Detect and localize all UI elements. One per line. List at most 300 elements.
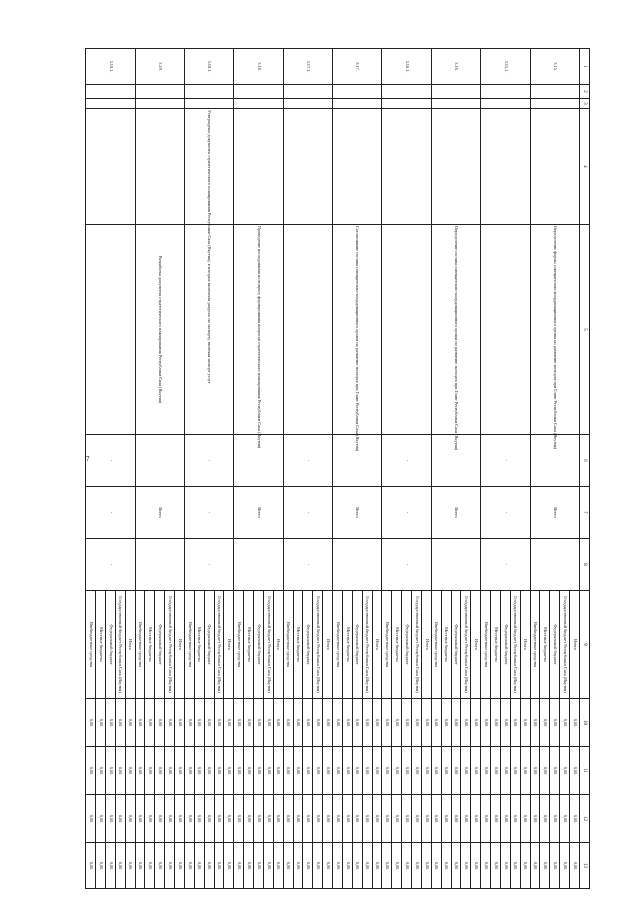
- amount-cell: 0,00: [550, 843, 560, 889]
- amount-cell: 0,00: [560, 795, 570, 843]
- amount-cell: 0,00: [105, 795, 115, 843]
- amount-cell: 0,00: [352, 747, 362, 795]
- amount-cell: 0,00: [165, 699, 175, 747]
- funding-source: Федеральный бюджет: [105, 591, 115, 699]
- amount-cell: 0,00: [244, 795, 254, 843]
- amount-cell: 0,00: [105, 699, 115, 747]
- amount-cell: 0,00: [461, 795, 471, 843]
- amount-cell: 0,00: [303, 843, 313, 889]
- funding-source: Внебюджетные средства: [481, 591, 491, 699]
- item-code: 3.19.: [135, 49, 184, 85]
- amount-cell: 0,00: [342, 795, 352, 843]
- item-col3: [283, 99, 332, 109]
- item-name: Проведение исследования по вопросу формирования вопросов стратегического планирования Республики Саха (Якутия): [234, 225, 283, 435]
- amount-cell: 0,00: [550, 747, 560, 795]
- amount-cell: 0,00: [165, 843, 175, 889]
- amount-cell: 0,00: [520, 795, 530, 843]
- funding-source: Итого: [471, 591, 481, 699]
- amount-cell: 0,00: [125, 699, 135, 747]
- amount-cell: 0,00: [96, 699, 106, 747]
- funding-source: Местные бюджеты: [145, 591, 155, 699]
- table-row: [421, 49, 431, 889]
- amount-cell: 0,00: [194, 843, 204, 889]
- amount-cell: 0,00: [481, 699, 491, 747]
- amount-cell: 0,00: [214, 747, 224, 795]
- header-cell: 11: [579, 747, 589, 795]
- budget-table: [85, 48, 590, 889]
- item-code: 3.17.1.: [283, 49, 332, 85]
- amount-cell: 0,00: [105, 843, 115, 889]
- item-col2: [135, 85, 184, 99]
- item-col7: -: [86, 487, 136, 539]
- amount-cell: 0,00: [570, 795, 580, 843]
- amount-cell: 0,00: [362, 747, 372, 795]
- amount-cell: 0,00: [323, 699, 333, 747]
- amount-cell: 0,00: [273, 699, 283, 747]
- amount-cell: 0,00: [283, 843, 293, 889]
- amount-cell: 0,00: [165, 795, 175, 843]
- item-col6: -: [184, 435, 233, 487]
- amount-cell: 0,00: [451, 843, 461, 889]
- funding-source: Внебюджетные средства: [86, 591, 96, 699]
- amount-cell: 0,00: [86, 699, 96, 747]
- item-col3: [530, 99, 579, 109]
- amount-cell: 0,00: [412, 747, 422, 795]
- item-col7: Всего: [234, 487, 283, 539]
- funding-source: Государственный бюджет Республики Саха (Якутия): [214, 591, 224, 699]
- table-row: [323, 49, 333, 889]
- amount-cell: 0,00: [540, 843, 550, 889]
- amount-cell: 0,00: [352, 843, 362, 889]
- header-cell: 5: [579, 225, 589, 435]
- amount-cell: 0,00: [273, 843, 283, 889]
- amount-cell: 0,00: [135, 843, 145, 889]
- table-row: [520, 49, 530, 889]
- funding-source: Федеральный бюджет: [550, 591, 560, 699]
- amount-cell: 0,00: [520, 747, 530, 795]
- funding-source: Местные бюджеты: [194, 591, 204, 699]
- item-col4: [530, 109, 579, 225]
- amount-cell: 0,00: [244, 699, 254, 747]
- amount-cell: 0,00: [441, 795, 451, 843]
- table-row: [175, 49, 185, 889]
- amount-cell: 0,00: [402, 843, 412, 889]
- header-cell: 4: [579, 109, 589, 225]
- item-col6: -: [481, 435, 530, 487]
- amount-cell: 0,00: [175, 747, 185, 795]
- table-row: [471, 49, 481, 889]
- amount-cell: 0,00: [175, 843, 185, 889]
- amount-cell: 0,00: [510, 795, 520, 843]
- funding-source: Государственный бюджет Республики Саха (Якутия): [510, 591, 520, 699]
- amount-cell: 0,00: [412, 699, 422, 747]
- amount-cell: 0,00: [234, 843, 244, 889]
- item-col2: [184, 85, 233, 99]
- item-name: Разработка документа стратегического планирования Республики Саха (Якутия): [135, 225, 184, 435]
- funding-source: Внебюджетные средства: [283, 591, 293, 699]
- amount-cell: 0,00: [441, 699, 451, 747]
- amount-cell: 0,00: [96, 843, 106, 889]
- amount-cell: 0,00: [431, 795, 441, 843]
- amount-cell: 0,00: [362, 795, 372, 843]
- amount-cell: 0,00: [145, 843, 155, 889]
- item-col7: Всего: [431, 487, 480, 539]
- item-name: Определение формы совещательно-координационного органа по развитию экспорта при Главе Республики Саха (Якутия): [530, 225, 579, 435]
- amount-cell: 0,00: [115, 699, 125, 747]
- funding-source: Федеральный бюджет: [352, 591, 362, 699]
- amount-cell: 0,00: [382, 699, 392, 747]
- amount-cell: 0,00: [500, 843, 510, 889]
- amount-cell: 0,00: [96, 795, 106, 843]
- amount-cell: 0,00: [145, 699, 155, 747]
- funding-source: Федеральный бюджет: [303, 591, 313, 699]
- header-cell: 9: [579, 591, 589, 699]
- amount-cell: 0,00: [135, 795, 145, 843]
- item-col8: [135, 539, 184, 591]
- item-col2: [431, 85, 480, 99]
- amount-cell: 0,00: [431, 747, 441, 795]
- item-col8: -: [86, 539, 136, 591]
- amount-cell: 0,00: [342, 747, 352, 795]
- amount-cell: 0,00: [204, 747, 214, 795]
- funding-source: Итого: [372, 591, 382, 699]
- item-col4: [431, 109, 480, 225]
- funding-source: Внебюджетные средства: [382, 591, 392, 699]
- amount-cell: 0,00: [491, 795, 501, 843]
- amount-cell: 0,00: [313, 747, 323, 795]
- item-code: 3.18.1.: [184, 49, 233, 85]
- item-col4: Утверждены документы стратегического планирования Республики Саха (Якутия), в которых включены разделы по экспорту, включая экспорт услуг: [184, 109, 233, 225]
- amount-cell: 0,00: [481, 843, 491, 889]
- amount-cell: 0,00: [283, 747, 293, 795]
- amount-cell: 0,00: [402, 795, 412, 843]
- funding-source: Внебюджетные средства: [135, 591, 145, 699]
- amount-cell: 0,00: [283, 699, 293, 747]
- item-col4: [481, 109, 530, 225]
- amount-cell: 0,00: [333, 795, 343, 843]
- amount-cell: 0,00: [530, 699, 540, 747]
- amount-cell: 0,00: [204, 843, 214, 889]
- amount-cell: 0,00: [372, 843, 382, 889]
- amount-cell: 0,00: [224, 843, 234, 889]
- amount-cell: 0,00: [412, 795, 422, 843]
- amount-cell: 0,00: [204, 795, 214, 843]
- amount-cell: 0,00: [313, 699, 323, 747]
- amount-cell: 0,00: [214, 699, 224, 747]
- amount-cell: 0,00: [293, 699, 303, 747]
- funding-source: Итого: [273, 591, 283, 699]
- amount-cell: 0,00: [194, 699, 204, 747]
- amount-cell: 0,00: [184, 747, 194, 795]
- amount-cell: 0,00: [481, 747, 491, 795]
- amount-cell: 0,00: [392, 747, 402, 795]
- amount-cell: 0,00: [155, 747, 165, 795]
- amount-cell: 0,00: [560, 747, 570, 795]
- amount-cell: 0,00: [234, 699, 244, 747]
- amount-cell: 0,00: [145, 747, 155, 795]
- header-cell: 2: [579, 85, 589, 99]
- amount-cell: 0,00: [293, 747, 303, 795]
- amount-cell: 0,00: [421, 747, 431, 795]
- amount-cell: 0,00: [570, 747, 580, 795]
- amount-cell: 0,00: [540, 795, 550, 843]
- amount-cell: 0,00: [214, 843, 224, 889]
- amount-cell: 0,00: [412, 843, 422, 889]
- amount-cell: 0,00: [333, 747, 343, 795]
- amount-cell: 0,00: [540, 699, 550, 747]
- funding-source: Внебюджетные средства: [184, 591, 194, 699]
- amount-cell: 0,00: [461, 843, 471, 889]
- funding-source: Государственный бюджет Республики Саха (Якутия): [115, 591, 125, 699]
- item-col4: [135, 109, 184, 225]
- item-col2: [481, 85, 530, 99]
- amount-cell: 0,00: [372, 747, 382, 795]
- amount-cell: 0,00: [510, 699, 520, 747]
- amount-cell: 0,00: [323, 843, 333, 889]
- item-code: 3.16.: [431, 49, 480, 85]
- amount-cell: 0,00: [520, 843, 530, 889]
- item-col8: -: [184, 539, 233, 591]
- funding-source: Федеральный бюджет: [204, 591, 214, 699]
- amount-cell: 0,00: [244, 843, 254, 889]
- item-name: [382, 225, 431, 435]
- amount-cell: 0,00: [500, 795, 510, 843]
- amount-cell: 0,00: [392, 699, 402, 747]
- amount-cell: 0,00: [244, 747, 254, 795]
- item-col4: [86, 109, 136, 225]
- amount-cell: 0,00: [254, 747, 264, 795]
- amount-cell: 0,00: [451, 747, 461, 795]
- table-row: [273, 49, 283, 889]
- amount-cell: 0,00: [135, 699, 145, 747]
- amount-cell: 0,00: [333, 843, 343, 889]
- amount-cell: 0,00: [125, 747, 135, 795]
- funding-source: Внебюджетные средства: [234, 591, 244, 699]
- amount-cell: 0,00: [145, 795, 155, 843]
- amount-cell: 0,00: [263, 747, 273, 795]
- header-row: [579, 49, 589, 889]
- amount-cell: 0,00: [352, 699, 362, 747]
- item-col2: [382, 85, 431, 99]
- item-col8: -: [382, 539, 431, 591]
- item-code: 3.18.: [234, 49, 283, 85]
- amount-cell: 0,00: [441, 843, 451, 889]
- table-row: [570, 49, 580, 889]
- amount-cell: 0,00: [352, 795, 362, 843]
- item-code: 3.19.1.: [86, 49, 136, 85]
- amount-cell: 0,00: [303, 795, 313, 843]
- amount-cell: 0,00: [570, 843, 580, 889]
- amount-cell: 0,00: [135, 747, 145, 795]
- funding-source: Итого: [224, 591, 234, 699]
- amount-cell: 0,00: [451, 795, 461, 843]
- funding-source: Итого: [175, 591, 185, 699]
- amount-cell: 0,00: [184, 795, 194, 843]
- funding-source: Внебюджетные средства: [333, 591, 343, 699]
- table-row: [372, 49, 382, 889]
- amount-cell: 0,00: [362, 699, 372, 747]
- item-col7: -: [481, 487, 530, 539]
- funding-source: Местные бюджеты: [342, 591, 352, 699]
- item-col7: Всего: [333, 487, 382, 539]
- funding-source: Итого: [421, 591, 431, 699]
- funding-source: Государственный бюджет Республики Саха (Якутия): [313, 591, 323, 699]
- funding-source: Государственный бюджет Республики Саха (Якутия): [362, 591, 372, 699]
- item-col6: -: [283, 435, 332, 487]
- header-cell: 13: [579, 843, 589, 889]
- amount-cell: 0,00: [293, 843, 303, 889]
- item-col7: Всего: [530, 487, 579, 539]
- amount-cell: 0,00: [471, 795, 481, 843]
- item-name: [481, 225, 530, 435]
- amount-cell: 0,00: [194, 747, 204, 795]
- item-name: [283, 225, 332, 435]
- rotated-table-container: [85, 48, 590, 888]
- header-cell: 8: [579, 539, 589, 591]
- funding-source: Местные бюджеты: [244, 591, 254, 699]
- amount-cell: 0,00: [372, 699, 382, 747]
- item-col6: -: [382, 435, 431, 487]
- amount-cell: 0,00: [540, 747, 550, 795]
- item-col4: [333, 109, 382, 225]
- amount-cell: 0,00: [362, 843, 372, 889]
- amount-cell: 0,00: [421, 699, 431, 747]
- amount-cell: 0,00: [461, 747, 471, 795]
- item-col3: [234, 99, 283, 109]
- item-col8: [333, 539, 382, 591]
- amount-cell: 0,00: [530, 795, 540, 843]
- header-cell: 6: [579, 435, 589, 487]
- amount-cell: 0,00: [471, 843, 481, 889]
- funding-source: Государственный бюджет Республики Саха (Якутия): [412, 591, 422, 699]
- amount-cell: 0,00: [175, 699, 185, 747]
- amount-cell: 0,00: [125, 795, 135, 843]
- item-col3: [86, 99, 136, 109]
- table-row: [125, 49, 135, 889]
- amount-cell: 0,00: [530, 843, 540, 889]
- amount-cell: 0,00: [550, 795, 560, 843]
- page-mark: 7: [86, 455, 90, 463]
- amount-cell: 0,00: [491, 843, 501, 889]
- header-cell: 7: [579, 487, 589, 539]
- amount-cell: 0,00: [500, 747, 510, 795]
- funding-source: Государственный бюджет Республики Саха (Якутия): [165, 591, 175, 699]
- amount-cell: 0,00: [86, 747, 96, 795]
- amount-cell: 0,00: [115, 843, 125, 889]
- item-col3: [184, 99, 233, 109]
- amount-cell: 0,00: [273, 747, 283, 795]
- rotated-page: [85, 48, 590, 888]
- amount-cell: 0,00: [125, 843, 135, 889]
- amount-cell: 0,00: [431, 699, 441, 747]
- item-col2: [234, 85, 283, 99]
- funding-source: Местные бюджеты: [392, 591, 402, 699]
- funding-source: Внебюджетные средства: [530, 591, 540, 699]
- item-col7: -: [283, 487, 332, 539]
- funding-source: Итого: [520, 591, 530, 699]
- item-name: Определение состава совещательно-координационного органа по развитию экспорта при Главе Республики Саха (Якутия): [431, 225, 480, 435]
- funding-source: Итого: [323, 591, 333, 699]
- item-code: 3.17.: [333, 49, 382, 85]
- item-code: 3.15.1.: [481, 49, 530, 85]
- amount-cell: 0,00: [254, 699, 264, 747]
- table-row: [224, 49, 234, 889]
- amount-cell: 0,00: [224, 795, 234, 843]
- amount-cell: 0,00: [323, 795, 333, 843]
- amount-cell: 0,00: [382, 843, 392, 889]
- amount-cell: 0,00: [184, 843, 194, 889]
- item-col3: [135, 99, 184, 109]
- amount-cell: 0,00: [323, 747, 333, 795]
- amount-cell: 0,00: [570, 699, 580, 747]
- amount-cell: 0,00: [263, 795, 273, 843]
- amount-cell: 0,00: [431, 843, 441, 889]
- header-cell: 3: [579, 99, 589, 109]
- item-col6: [135, 435, 184, 487]
- amount-cell: 0,00: [441, 747, 451, 795]
- item-col8: -: [481, 539, 530, 591]
- funding-source: Местные бюджеты: [293, 591, 303, 699]
- amount-cell: 0,00: [382, 795, 392, 843]
- amount-cell: 0,00: [303, 699, 313, 747]
- amount-cell: 0,00: [313, 843, 323, 889]
- item-col6: -: [86, 435, 136, 487]
- header-cell: 10: [579, 699, 589, 747]
- amount-cell: 0,00: [471, 747, 481, 795]
- amount-cell: 0,00: [194, 795, 204, 843]
- amount-cell: 0,00: [500, 699, 510, 747]
- amount-cell: 0,00: [421, 843, 431, 889]
- header-cell: 1: [579, 49, 589, 85]
- amount-cell: 0,00: [392, 795, 402, 843]
- amount-cell: 0,00: [491, 699, 501, 747]
- item-col3: [481, 99, 530, 109]
- item-col3: [431, 99, 480, 109]
- amount-cell: 0,00: [461, 699, 471, 747]
- amount-cell: 0,00: [491, 747, 501, 795]
- item-col4: [234, 109, 283, 225]
- funding-source: Внебюджетные средства: [431, 591, 441, 699]
- amount-cell: 0,00: [263, 843, 273, 889]
- funding-source: Государственный бюджет Республики Саха (Якутия): [461, 591, 471, 699]
- funding-source: Местные бюджеты: [96, 591, 106, 699]
- amount-cell: 0,00: [115, 747, 125, 795]
- amount-cell: 0,00: [471, 699, 481, 747]
- amount-cell: 0,00: [451, 699, 461, 747]
- item-col8: [530, 539, 579, 591]
- item-col2: [530, 85, 579, 99]
- funding-source: Федеральный бюджет: [451, 591, 461, 699]
- amount-cell: 0,00: [333, 699, 343, 747]
- amount-cell: 0,00: [204, 699, 214, 747]
- amount-cell: 0,00: [560, 843, 570, 889]
- item-col3: [382, 99, 431, 109]
- funding-source: Местные бюджеты: [491, 591, 501, 699]
- amount-cell: 0,00: [372, 795, 382, 843]
- amount-cell: 0,00: [184, 699, 194, 747]
- amount-cell: 0,00: [254, 843, 264, 889]
- funding-source: Федеральный бюджет: [155, 591, 165, 699]
- funding-source: Федеральный бюджет: [254, 591, 264, 699]
- item-col2: [333, 85, 382, 99]
- amount-cell: 0,00: [520, 699, 530, 747]
- funding-source: Местные бюджеты: [441, 591, 451, 699]
- funding-source: Федеральный бюджет: [402, 591, 412, 699]
- amount-cell: 0,00: [165, 747, 175, 795]
- amount-cell: 0,00: [155, 699, 165, 747]
- amount-cell: 0,00: [96, 747, 106, 795]
- amount-cell: 0,00: [402, 747, 412, 795]
